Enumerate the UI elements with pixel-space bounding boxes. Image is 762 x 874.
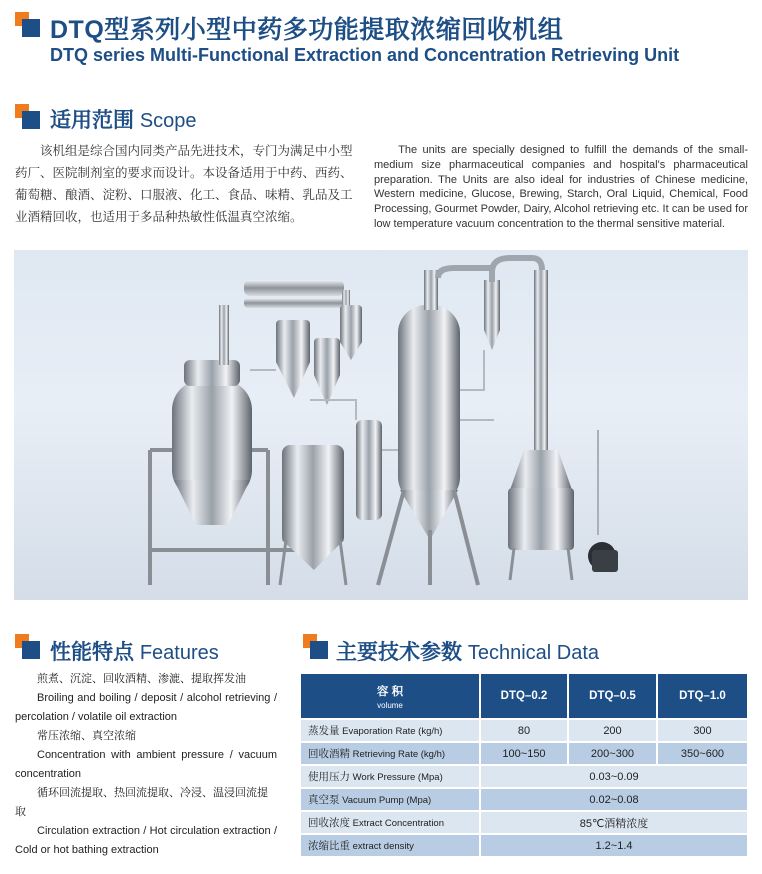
row-label: 浓缩比重 extract density <box>301 835 481 856</box>
row-value: 0.03~0.09 <box>481 766 747 787</box>
row-label: 回收酒精 Retrieving Rate (kg/h) <box>301 743 481 764</box>
scope-heading-en: Scope <box>139 110 197 132</box>
row-value: 200 <box>569 720 658 741</box>
features-heading-en: Features <box>139 642 219 664</box>
table-row <box>301 789 747 810</box>
feature-item <box>15 670 277 727</box>
features-list <box>15 670 277 860</box>
scope-text-en: The units are specially designed to fulfill the demands of the small-medium size pharmaceutical companies and hospital's pharmaceutical preparation. The Units are also ideal for industries of Chinese medicine, Western medicine, Glucose, Brewing, Starch, Oral Liquid, Chemical, Food Processing, Gourmet Powder, Dairy, Alcohol retrieving etc. It can be used for low temperature vacuum concentration to the thermal sensitive material. <box>374 144 748 230</box>
feature-en: Broiling and boiling / deposit / alcohol retrieving / percolation / volatile oil extraction <box>15 692 277 723</box>
row-value: 200~300 <box>569 743 658 764</box>
volume-header-cn: 容 积 <box>376 685 404 698</box>
row-value: 80 <box>481 720 569 741</box>
scope-text-cn: 该机组是综合国内同类产品先进技术，专门为满足中小型药厂、医院制剂室的要求而设计。本设备适用于中药、西药、葡萄糖、酿酒、淀粉、口服液、化工、食品、味精、乳品及工业酒精回收，也适用于多品种热敏性低温真空浓缩。 <box>15 144 353 224</box>
feature-item <box>15 727 277 784</box>
feature-item <box>15 784 277 860</box>
row-value: 100~150 <box>481 743 569 764</box>
equipment-photo <box>14 250 748 600</box>
model-header: DTQ–1.0 <box>658 674 747 718</box>
table-row <box>301 812 747 833</box>
row-value: 0.02~0.08 <box>481 789 747 810</box>
scope-heading <box>50 104 197 134</box>
features-heading <box>50 636 219 666</box>
tech-heading <box>336 636 599 666</box>
model-header: DTQ–0.5 <box>569 674 658 718</box>
technical-data-table <box>301 672 747 858</box>
row-value: 300 <box>658 720 747 741</box>
feature-cn: 煎煮、沉淀、回收酒精、渗漉、提取挥发油 <box>37 673 246 685</box>
page-title-cn: DTQ型系列小型中药多功能提取浓缩回收机组 <box>50 16 564 44</box>
table-row <box>301 720 747 741</box>
feature-cn: 常压浓缩、真空浓缩 <box>37 730 136 742</box>
volume-header <box>301 674 481 718</box>
row-label: 回收浓度 Extract Concentration <box>301 812 481 833</box>
table-header-row <box>301 674 747 718</box>
extraction-unit-illustration <box>14 250 748 600</box>
page-title-en: DTQ series Multi-Functional Extraction and Concentration Retrieving Unit <box>50 45 680 65</box>
feature-cn: 循环回流提取、热回流提取、冷浸、温浸回流提取 <box>15 787 268 818</box>
row-value: 85℃酒精浓度 <box>481 812 747 833</box>
row-label: 蒸发量 Evaporation Rate (kg/h) <box>301 720 481 741</box>
table-row <box>301 766 747 787</box>
row-value: 1.2~1.4 <box>481 835 747 856</box>
feature-en: Concentration with ambient pressure / vacuum concentration <box>15 749 277 780</box>
table-row <box>301 835 747 856</box>
scope-heading-cn: 适用范围 <box>50 109 134 132</box>
model-header: DTQ–0.2 <box>481 674 569 718</box>
row-value: 350~600 <box>658 743 747 764</box>
tech-heading-cn: 主要技术参数 <box>336 641 462 664</box>
volume-header-en: volume <box>377 700 403 710</box>
features-heading-cn: 性能特点 <box>50 641 134 664</box>
row-label: 使用压力 Work Pressure (Mpa) <box>301 766 481 787</box>
row-label: 真空泵 Vacuum Pump (Mpa) <box>301 789 481 810</box>
tech-heading-en: Technical Data <box>467 642 600 664</box>
feature-en: Circulation extraction / Hot circulation extraction / Cold or hot bathing extraction <box>15 825 277 856</box>
table-row <box>301 743 747 764</box>
